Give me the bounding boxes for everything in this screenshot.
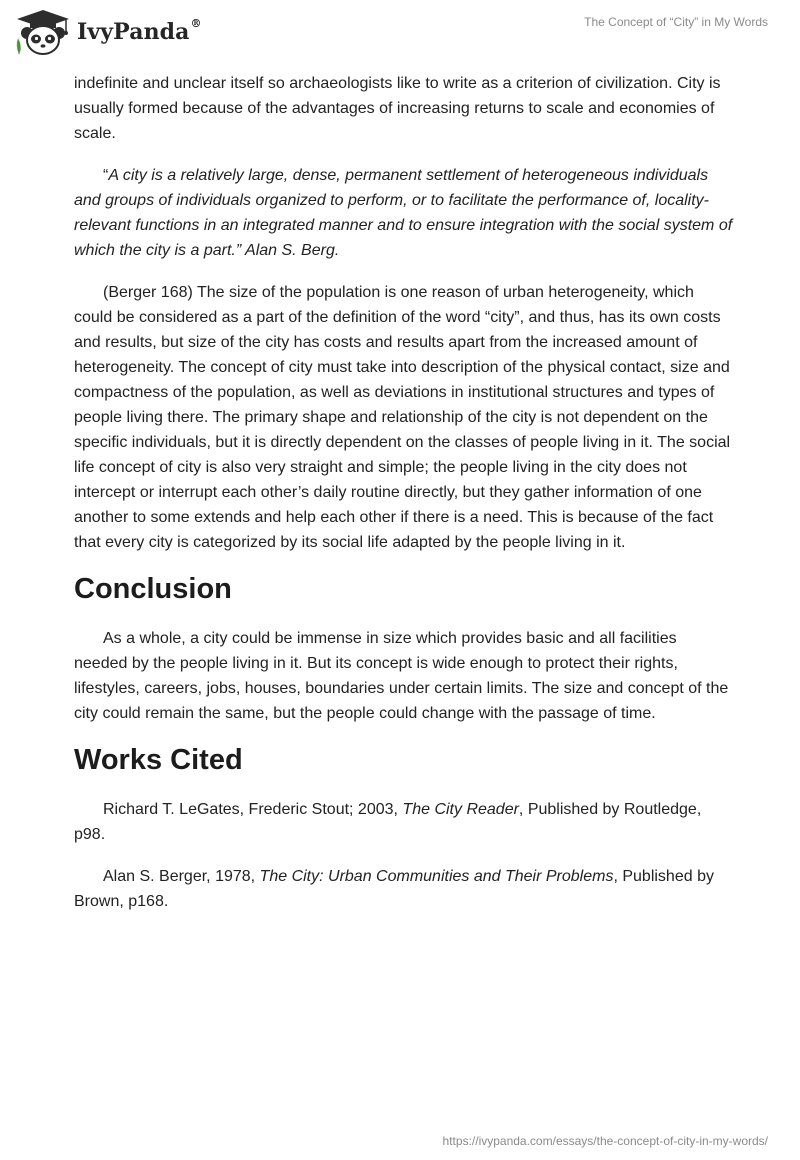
paragraph-body: (Berger 168) The size of the population is one reason of urban heterogeneity, which could be considered as a part of the definition of the word “city”, and thus, has its own costs and results, but size of the city has costs and results apart from the increased amount of heterogeneity. The concept of city must take into description of the physical contact, size and compactness of the population, as well as deviations in institutional structures and types of people living there. The primary shape and relationship of the city is not dependent on the specific individuals, but it is directly dependent on the classes of people living in it. The social life concept of city is also very straight and simple; the people living in the city does not intercept or interrupt each other’s daily routine directly, but they gather information of one another to some extends and help each other if there is a need. This is because of the fact that every city is categorized by its social life adapted by the people living in it. (74, 284, 731, 551)
works-cited-heading: Works Cited (74, 744, 243, 776)
citation-item (74, 797, 734, 847)
quote-text: A city is a relatively large, dense, permanent settlement of heterogeneous individuals and groups of individuals organized to perform, or to facilitate the performance of, locality-relevant functions in an integrated manner and to ensure integration with the social system of which the city is a part.” Alan S. Berg. (74, 167, 733, 259)
citation-title: The City: Urban Communities and Their Problems (259, 868, 614, 885)
panda-graduate-icon (14, 8, 72, 56)
registered-mark: ® (190, 17, 202, 30)
conclusion-paragraph: As a whole, a city could be immense in size which provides basic and all facilities needed by the people living in it. But its concept is wide enough to protect their rights, lifestyles, careers, jobs, houses, boundaries under certain limits. The size and concept of the city could remain the same, but the people could change with the passage of time. (74, 630, 729, 722)
citation-authors: Alan S. Berger, 1978, (103, 868, 260, 885)
conclusion-heading: Conclusion (74, 573, 232, 605)
document-title: The Concept of “City” in My Words (584, 15, 768, 29)
source-url-link[interactable]: https://ivypanda.com/essays/the-concept-of-city-in-my-words/ (442, 1134, 768, 1148)
citation-title: The City Reader (402, 801, 519, 818)
citation-publisher: , Published by Brown, p168. (74, 868, 714, 910)
citation-item (74, 864, 734, 914)
citation-authors: Richard T. LeGates, Frederic Stout; 2003, (103, 801, 403, 818)
essay-content (74, 71, 734, 931)
citation-publisher: , Published by Routledge, p98. (74, 801, 702, 843)
page-header (0, 0, 800, 70)
ivypanda-logo[interactable] (14, 8, 202, 56)
block-quote (74, 163, 734, 263)
quote-open-mark: “ (103, 167, 109, 184)
paragraph-continued: indefinite and unclear itself so archaeologists like to write as a criterion of civilization. City is usually formed because of the advantages of increasing returns to scale and economies of scale. (74, 75, 721, 142)
brand-name: IvyPanda® (77, 17, 202, 45)
